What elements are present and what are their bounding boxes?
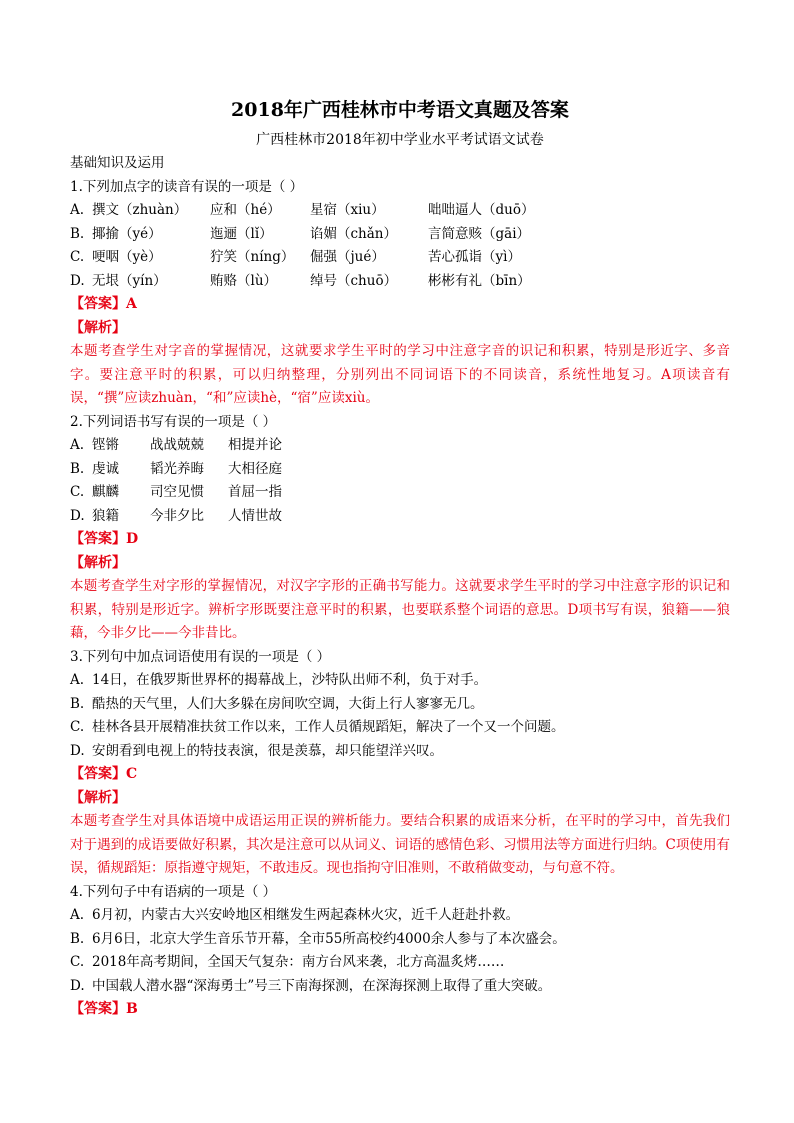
analysis-text: 本题考查学生对字形的掌握情况，对汉字字形的正确书写能力。这就要求学生平时的学习中注意字形的识记和积累，特别是形近字。辨析字形既要注意平时的积累，也要联系整个词语的意思。D项书写有误，狼籍——狼藉，今非夕比——今非昔比。 xyxy=(70,578,730,641)
option-item: 谄媚（chǎn） xyxy=(310,225,397,242)
option-c xyxy=(70,951,730,975)
option-item: 无垠（yín） xyxy=(92,272,167,289)
option-letter: C. xyxy=(70,249,85,265)
option-letter: D. xyxy=(70,977,85,994)
option-item: 狞笑（níng） xyxy=(210,249,295,265)
option-item: 首屈一指 xyxy=(228,484,282,500)
option-item: 韬光养晦 xyxy=(150,460,204,477)
question-4 xyxy=(70,881,730,1022)
option-letter: A. xyxy=(70,672,85,688)
option-text: 桂林各县开展精准扶贫工作以来，工作人员循规蹈矩，解决了一个又一个问题。 xyxy=(92,719,565,735)
option-text: 中国载人潜水器“深海勇士”号三下南海探测，在深海探测上取得了重大突破。 xyxy=(92,977,552,994)
option-item: 彬彬有礼（bīn） xyxy=(428,272,531,289)
option-a xyxy=(70,199,730,223)
option-text: 6月6日，北京大学生音乐节开幕，全市55所高校约4000余人参与了本次盛会。 xyxy=(92,930,566,947)
option-d xyxy=(70,270,730,294)
option-item: 星宿（xiu） xyxy=(310,202,385,218)
option-text: 6月初，内蒙古大兴安岭地区相继发生两起森林火灾，近千人赶赴扑救。 xyxy=(92,907,520,923)
option-letter: C. xyxy=(70,484,85,500)
option-item: 铿锵 xyxy=(92,437,119,453)
option-item: 虔诚 xyxy=(92,460,119,477)
option-item: 大相径庭 xyxy=(228,460,282,477)
option-b xyxy=(70,223,730,247)
option-item: 相提并论 xyxy=(228,437,282,453)
option-item: 苦心孤诣（yì） xyxy=(428,249,521,265)
option-a xyxy=(70,434,730,458)
option-letter: B. xyxy=(70,695,85,712)
option-letter: A. xyxy=(70,907,85,923)
option-letter: B. xyxy=(70,460,85,477)
option-letter: D. xyxy=(70,507,85,524)
option-letter: D. xyxy=(70,272,85,289)
option-letter: C. xyxy=(70,719,85,735)
option-c xyxy=(70,481,730,505)
analysis-label: 【解析】 xyxy=(70,319,126,336)
option-letter: B. xyxy=(70,930,85,947)
analysis-label: 【解析】 xyxy=(70,554,126,571)
option-d xyxy=(70,975,730,999)
question-stem: 3.下列句中加点词语使用有误的一项是（ ） xyxy=(70,648,331,665)
option-item: 狼籍 xyxy=(92,507,119,524)
question-stem: 1.下列加点字的读音有误的一项是（ ） xyxy=(70,178,304,195)
option-item: 言简意赅（gāi） xyxy=(428,225,531,242)
option-a xyxy=(70,669,730,693)
option-b xyxy=(70,693,730,717)
option-item: 撰文（zhuàn） xyxy=(92,202,188,218)
analysis-text: 本题考查学生对字音的掌握情况，这就要求学生平时的学习中注意字音的识记和积累，特别是形近字、多音字。要注意平时的积累，可以归纳整理，分别列出不同词语下的不同读音，系统性地复习。A项读音有误，“撰”应读zhuàn，“和”应读hè，“宿”应读xiù。 xyxy=(70,343,730,406)
option-item: 倔强（jué） xyxy=(310,249,385,265)
option-item: 揶揄（yé） xyxy=(92,225,162,242)
question-3 xyxy=(70,646,730,881)
option-item: 人情世故 xyxy=(228,507,282,524)
option-text: 14日，在俄罗斯世界杯的揭幕战上，沙特队出师不利，负于对手。 xyxy=(92,672,488,688)
option-item: 迤逦（lǐ） xyxy=(210,225,273,242)
option-text: 2018年高考期间，全国天气复杂：南方台风来袭，北方高温炙烤…… xyxy=(92,954,505,970)
option-letter: C. xyxy=(70,954,85,970)
option-b xyxy=(70,928,730,952)
option-letter: A. xyxy=(70,437,85,453)
answer-label: 【答案】B xyxy=(70,1001,138,1017)
analysis-label: 【解析】 xyxy=(70,789,126,806)
option-a xyxy=(70,904,730,928)
question-stem: 4.下列句子中有语病的一项是（ ） xyxy=(70,883,277,900)
option-c xyxy=(70,716,730,740)
section-heading: 基础知识及运用 xyxy=(70,155,165,171)
option-d xyxy=(70,740,730,764)
option-letter: D. xyxy=(70,742,85,759)
option-text: 酷热的天气里，人们大多躲在房间吹空调，大街上行人寥寥无几。 xyxy=(92,695,484,712)
question-1 xyxy=(70,176,730,411)
option-item: 战战兢兢 xyxy=(150,437,204,453)
analysis-text: 本题考查学生对具体语境中成语运用正误的辨析能力。要结合积累的成语来分析，在平时的学习中，首先我们对于遇到的成语要做好积累，其次是注意可以从词义、词语的感情色彩、习惯用法等方面进行归纳。C项使用有误，循规蹈矩：原指遵守规矩，不敢违反。现也指拘守旧准则，不敢稍做变动，与句意不符。 xyxy=(70,813,730,876)
option-item: 哽咽（yè） xyxy=(92,249,162,265)
page-subtitle: 广西桂林市2018年初中学业水平考试语文试卷 xyxy=(256,132,544,148)
option-item: 今非夕比 xyxy=(150,507,204,524)
option-item: 麒麟 xyxy=(92,484,119,500)
answer-label: 【答案】A xyxy=(70,296,137,312)
option-d xyxy=(70,505,730,529)
option-item: 咄咄逼人（duō） xyxy=(428,202,535,218)
option-b xyxy=(70,458,730,482)
question-2 xyxy=(70,411,730,646)
option-c xyxy=(70,246,730,270)
question-stem: 2.下列词语书写有误的一项是（ ） xyxy=(70,413,277,430)
option-text: 安朗看到电视上的特技表演，很是羡慕，却只能望洋兴叹。 xyxy=(92,742,443,759)
document-page xyxy=(70,98,730,1022)
option-item: 司空见惯 xyxy=(150,484,204,500)
option-letter: A. xyxy=(70,202,85,218)
answer-label: 【答案】C xyxy=(70,766,138,782)
option-item: 应和（hé） xyxy=(210,202,281,218)
option-item: 贿赂（lù） xyxy=(210,272,278,289)
option-letter: B. xyxy=(70,225,85,242)
option-item: 绰号（chuō） xyxy=(310,272,398,289)
answer-label: 【答案】D xyxy=(70,531,139,547)
page-title: 2018年广西桂林市中考语文真题及答案 xyxy=(231,99,569,121)
